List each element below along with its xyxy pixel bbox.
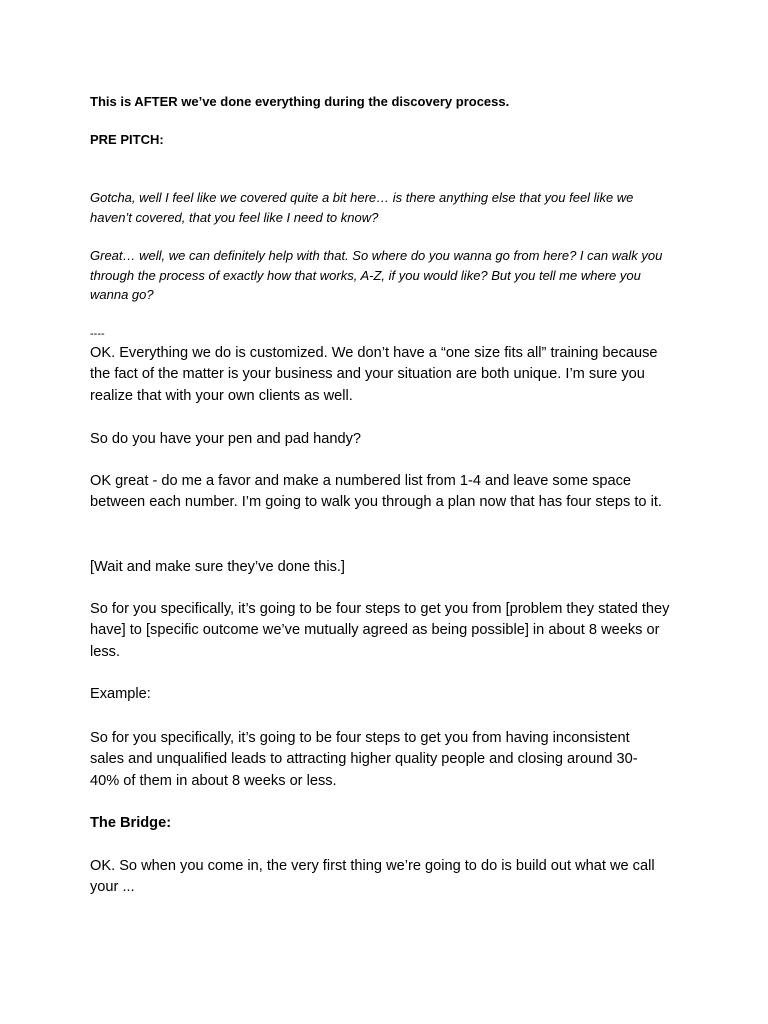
intro-line: This is AFTER we’ve done everything during the discovery process.: [90, 94, 510, 109]
paragraph-four-steps-example: So for you specifically, it’s going to be four steps to get you from having inconsistent sales and unqualified leads to attracting higher quality people and closing around 30-40% of them in about 8 weeks or less.: [90, 730, 638, 789]
document-page: [90, 0, 690, 1024]
paragraph-wait: [Wait and make sure they’ve done this.]: [90, 559, 345, 575]
paragraph-example-label: Example:: [90, 686, 151, 702]
bridge-heading: The Bridge:: [90, 815, 172, 831]
paragraph-pen-and-pad: So do you have your pen and pad handy?: [90, 431, 362, 447]
italic-paragraph-2: Great… well, we can definitely help with that. So where do you wanna go from here? I can walk you through the process of exactly how that works, A-Z, if you would like? But you tell me where you wanna go?: [90, 248, 663, 302]
italic-paragraph-1: Gotcha, well I feel like we covered quite a bit here… is there anything else that you feel like we haven’t covered, that you feel like I need to know?: [90, 190, 634, 225]
paragraph-numbered-list: OK great - do me a favor and make a numbered list from 1-4 and leave some space between each number. I’m going to walk you through a plan now that has four steps to it.: [90, 473, 662, 511]
divider-line: ----: [90, 328, 105, 340]
pre-pitch-heading: PRE PITCH:: [90, 132, 164, 147]
paragraph-customized: OK. Everything we do is customized. We don’t have a “one size fits all” training because the fact of the matter is your business and your situation are both unique. I’m sure you realize that with your own clients as well.: [90, 345, 658, 404]
paragraph-bridge: OK. So when you come in, the very first thing we’re going to do is build out what we call your ...: [90, 858, 655, 896]
paragraph-four-steps-template: So for you specifically, it’s going to be four steps to get you from [problem they stated they have] to [specific outcome we’ve mutually agreed as being possible] in about 8 weeks or less.: [90, 601, 670, 660]
